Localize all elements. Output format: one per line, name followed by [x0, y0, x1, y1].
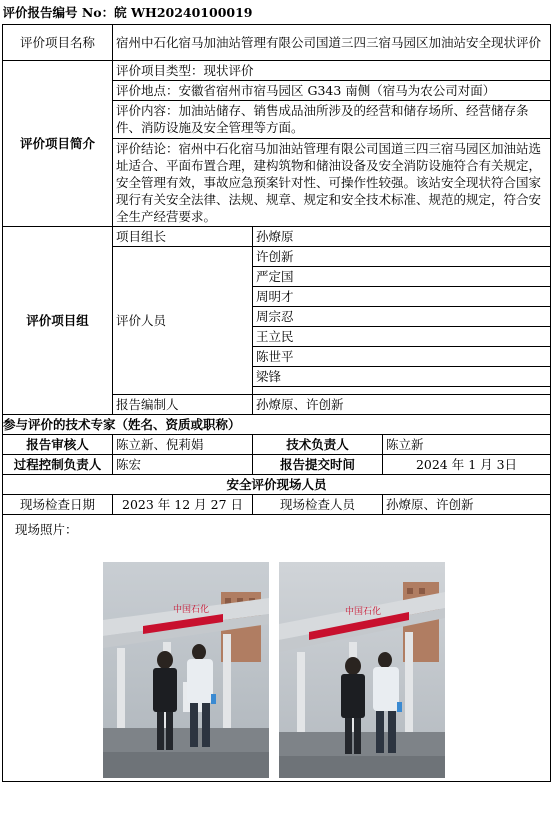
technical-experts-label: 参与评价的技术专家（姓名、资质或职称）: [3, 414, 551, 434]
site-photos-cell: [3, 514, 551, 781]
project-conclusion: 评价结论：宿州中石化宿马加油站管理有限公司国道三四三宿马园区加油站选址适合、平面布置合理，建构筑物和储油设备及安全消防设施符合有关规定，安全管理有效，事故应急预案针对性、可操作性较强。该站安全现状符合国家现行有关安全法律、法规、规章、规定和安全技术标准、规范的规定，符合安全生产经营要求。: [113, 138, 551, 226]
process-control-label: 过程控制负责人: [3, 454, 113, 474]
team-member: 陈世平: [253, 346, 551, 366]
project-intro-label: 评价项目简介: [3, 60, 113, 226]
team-leader-value: 孙燎原: [253, 226, 551, 246]
team-member-empty: [253, 386, 551, 394]
project-name-label: 评价项目名称: [3, 24, 113, 60]
report-auditor-label: 报告审核人: [3, 434, 113, 454]
site-staff-title: 安全评价现场人员: [3, 474, 551, 494]
tech-lead-label: 技术负责人: [253, 434, 383, 454]
report-compiler-value: 孙燎原、许创新: [253, 394, 551, 414]
evaluation-report-page: [2, 2, 550, 782]
project-team-label: 评价项目组: [3, 226, 113, 414]
inspection-staff-value: 孙燎原、许创新: [383, 494, 551, 514]
submit-time-label: 报告提交时间: [253, 454, 383, 474]
process-control-value: 陈宏: [113, 454, 253, 474]
site-photo-2: [279, 562, 445, 778]
report-compiler-label: 报告编制人: [113, 394, 253, 414]
project-location: 评价地点：安徽省宿州市宿马园区 G343 南侧（宿马为农公司对面）: [113, 80, 551, 100]
site-photo-1: [103, 562, 269, 778]
inspection-staff-label: 现场检查人员: [253, 494, 383, 514]
project-type: 评价项目类型：现状评价: [113, 60, 551, 80]
report-number: 评价报告编号 No：皖 WH20240100019: [3, 2, 551, 24]
sinopec-sign-text: 中国石化: [345, 606, 382, 617]
tech-lead-value: 陈立新: [383, 434, 551, 454]
team-member: 许创新: [253, 246, 551, 266]
project-name-value: 宿州中石化宿马加油站管理有限公司国道三四三宿马园区加油站安全现状评价: [113, 24, 551, 60]
team-member: 严定国: [253, 266, 551, 286]
team-members-label: 评价人员: [113, 246, 253, 394]
team-member: 周明才: [253, 286, 551, 306]
inspection-date-value: 2023 年 12 月 27 日: [113, 494, 253, 514]
inspection-date-label: 现场检查日期: [3, 494, 113, 514]
sinopec-sign-text: 中国石化: [173, 604, 210, 615]
report-info-table: [2, 2, 551, 782]
site-photos-label: 现场照片：: [15, 521, 78, 537]
team-member: 周宗忍: [253, 306, 551, 326]
team-leader-label: 项目组长: [113, 226, 253, 246]
team-member: 王立民: [253, 326, 551, 346]
team-member: 梁锋: [253, 366, 551, 386]
project-content: 评价内容：加油站储存、销售成品油所涉及的经营和储存场所、经营储存条件、消防设施及安全管理等方面。: [113, 100, 551, 138]
submit-time-value: 2024 年 1 月 3日: [383, 454, 551, 474]
report-auditor-value: 陈立新、倪莉娟: [113, 434, 253, 454]
